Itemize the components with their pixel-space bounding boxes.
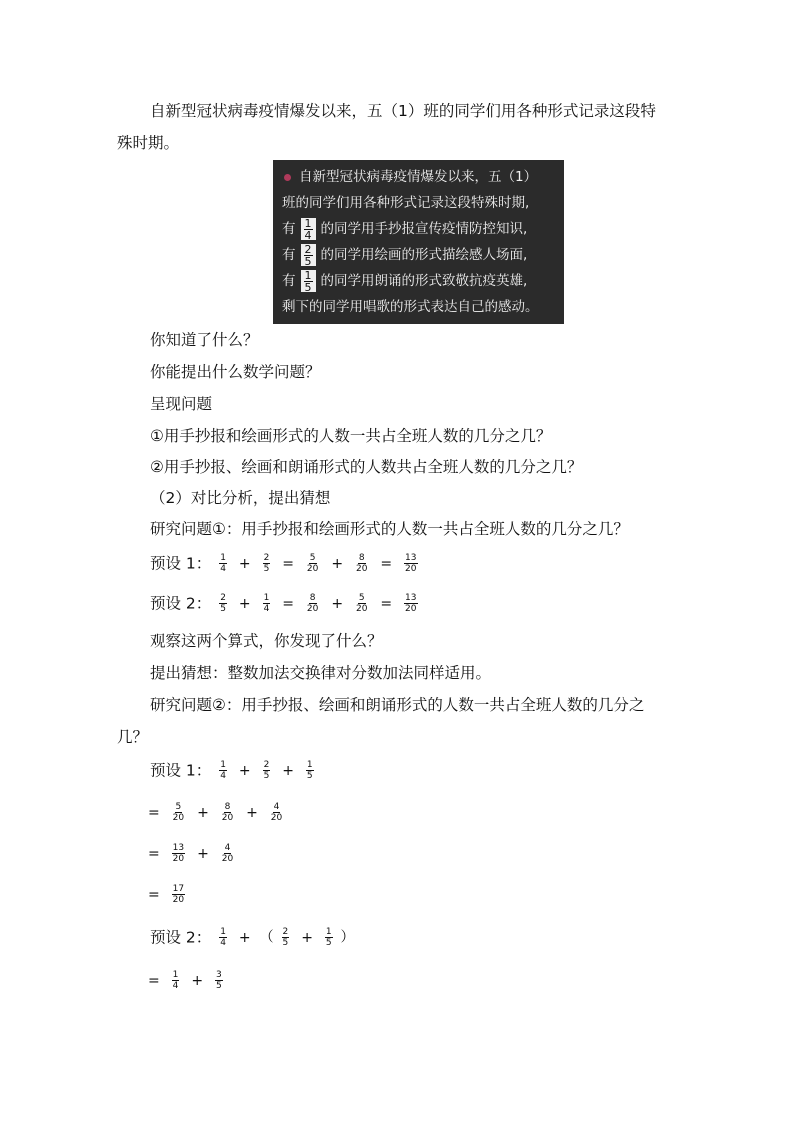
fraction: $\frac{1}{4}$ — [220, 927, 226, 948]
question-know: 你知道了什么？ — [150, 331, 259, 349]
fraction: $\frac{8}{20}$ — [306, 593, 319, 614]
problem-2: ②用手抄报、绘画和朗诵形式的人数共占全班人数的几分之几？ — [150, 458, 583, 476]
observe-line: 观察这两个算式，你发现了什么？ — [150, 632, 383, 650]
equation-preset-2: 预设 2： $\frac{2}{5}$ + $\frac{1}{4}$ = $\frac{8}{20}$ + $\frac{5}{20}$ = $\frac{13}{20}$ — [150, 593, 417, 614]
guess-line: 提出猜想：整数加法交换律对分数加法同样适用。 — [150, 664, 492, 682]
section-present: 呈现问题 — [150, 395, 213, 413]
fraction: $\frac{13}{20}$ — [172, 843, 185, 864]
sum-preset-1: 预设 1： $\frac{1}{4}$ + $\frac{2}{5}$ + $\frac{1}{5}$ — [150, 760, 313, 781]
bullet-icon — [284, 174, 291, 181]
fraction: $\frac{2}{5}$ — [282, 927, 289, 948]
fraction: $\frac{13}{20}$ — [405, 553, 417, 574]
sum-step-4: = $\frac{17}{20}$ — [148, 884, 185, 905]
step-2-heading: （2）对比分析，提出猜想 — [150, 489, 331, 507]
fraction: $\frac{1}{4}$ — [172, 970, 179, 991]
intro-line-1: 自新型冠状病毒疫情爆发以来，五（1）班的同学们用各种形式记录这段特 — [150, 102, 656, 120]
fraction: $\frac{2}{5}$ — [263, 760, 270, 781]
sum-preset-2-step: = $\frac{1}{4}$ + $\frac{3}{5}$ — [148, 970, 222, 991]
fraction: $\frac{4}{20}$ — [221, 843, 234, 864]
fraction: $\frac{4}{20}$ — [270, 802, 283, 823]
research-2-line-1: 研究问题②：用手抄报、绘画和朗诵形式的人数一共占全班人数的几分之 — [150, 696, 645, 714]
fraction: $\frac{2}{5}$ — [220, 593, 226, 614]
fraction: 1 5 — [301, 270, 316, 292]
fraction: $\frac{2}{5}$ — [263, 553, 270, 574]
fraction: $\frac{3}{5}$ — [216, 970, 222, 991]
sum-step-3: = $\frac{13}{20}$ + $\frac{4}{20}$ — [148, 843, 234, 864]
question-ask: 你能提出什么数学问题？ — [150, 363, 321, 381]
problem-image — [273, 160, 564, 324]
panel-row-2: 有 2 5 的同学用绘画的形式描绘感人场面, — [282, 242, 528, 268]
fraction: 2 5 — [301, 244, 316, 266]
fraction: $\frac{1}{4}$ — [263, 593, 270, 614]
fraction: $\frac{17}{20}$ — [172, 884, 185, 905]
fraction: $\frac{8}{20}$ — [355, 553, 368, 574]
fraction: $\frac{5}{20}$ — [355, 593, 368, 614]
equation-preset-1: 预设 1： $\frac{1}{4}$ + $\frac{2}{5}$ = $\frac{5}{20}$ + $\frac{8}{20}$ = $\frac{13}{20}$ — [150, 553, 417, 574]
panel-row-3: 有 1 5 的同学用朗诵的形式致敬抗疫英雄, — [282, 268, 528, 294]
sum-preset-2: 预设 2： $\frac{1}{4}$ + （ $\frac{2}{5}$ + $\frac{1}{5}$ ） — [150, 927, 355, 948]
panel-line-2: 班的同学们用各种形式记录这段特殊时期, — [282, 195, 530, 211]
fraction: $\frac{5}{20}$ — [306, 553, 319, 574]
fraction: $\frac{8}{20}$ — [221, 802, 234, 823]
fraction: 1 4 — [301, 218, 316, 240]
panel-line-1: 自新型冠状病毒疫情爆发以来，五（1） — [282, 164, 558, 190]
fraction: $\frac{13}{20}$ — [405, 593, 417, 614]
fraction: $\frac{1}{4}$ — [220, 553, 226, 574]
sum-step-2: = $\frac{5}{20}$ + $\frac{8}{20}$ + $\frac{4}{20}$ — [148, 802, 283, 823]
fraction: $\frac{1}{5}$ — [306, 760, 313, 781]
panel-row-1: 有 1 4 的同学用手抄报宣传疫情防控知识, — [282, 216, 528, 242]
fraction: $\frac{1}{4}$ — [220, 760, 226, 781]
research-2-line-2: 几？ — [117, 728, 149, 746]
panel-line-last: 剩下的同学用唱歌的形式表达自己的感动。 — [282, 299, 539, 315]
fraction: $\frac{5}{20}$ — [172, 802, 185, 823]
research-1: 研究问题①：用手抄报和绘画形式的人数一共占全班人数的几分之几？ — [150, 520, 629, 538]
fraction: $\frac{1}{5}$ — [325, 927, 332, 948]
intro-line-2: 殊时期。 — [117, 134, 180, 152]
problem-1: ①用手抄报和绘画形式的人数一共占全班人数的几分之几？ — [150, 427, 552, 445]
